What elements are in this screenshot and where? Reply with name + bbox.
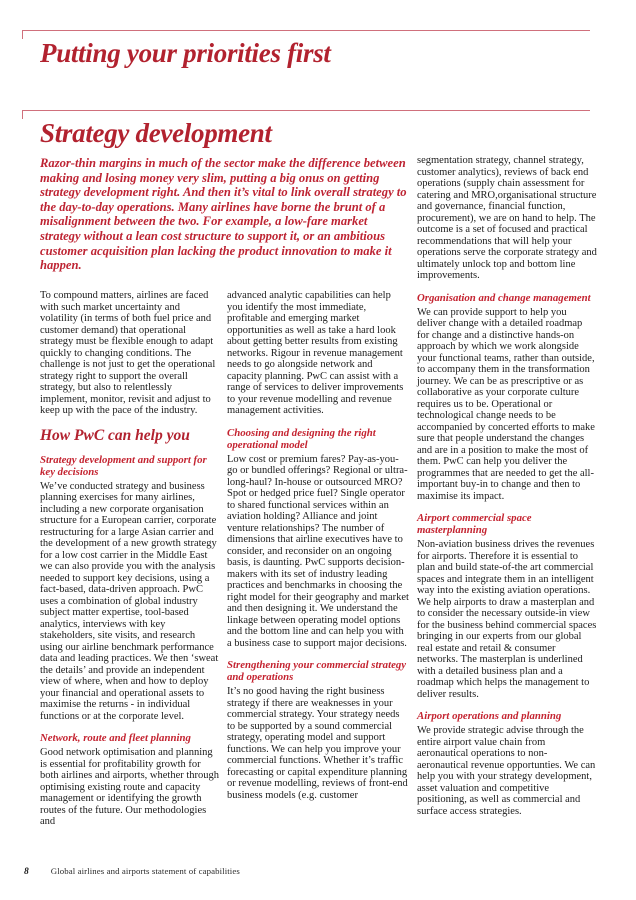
subsection-heading: Network, route and fleet planning bbox=[40, 732, 191, 744]
top-section-rule bbox=[22, 30, 590, 38]
body-paragraph: Low cost or premium fares? Pay-as-you-go or bundled offerings? Regional or ultra-long-haul? In-house or outsourced MRO? Spot or hedged price fuel? Single operator to shared functional services within an aviation holding? Alliance and joint venture relationships? The number of dimensions that airline executives have to consider, and reconsider on an ongoing basis, is daunting. PwC supports decision-makers with its set of industry leading practices and benchmarks in choosing the right model for their geography and market and then designing it. We understand the linkage between operating model options and the bottom line and can help you with a business case to support major decisions. bbox=[227, 453, 409, 649]
text-column-2 bbox=[227, 290, 409, 810]
text-column-1 bbox=[40, 290, 220, 837]
body-paragraph: Non-aviation business drives the revenues for airports. Therefore it is essential to plan and build state-of-the art commercial spaces and integrate them in an intelligent way into the existing aviation operations. We help airports to draw a masterplan and to consider the necessary outside-in view for the business behind commercial spaces bringing in our experts from our global real estate and retail & consumer networks. The masterplan is underlined with a detailed business plan and a roadmap which helps the management to deliver results. bbox=[417, 539, 597, 700]
body-paragraph: advanced analytic capabilities can help you identify the most immediate, profitable and emerging market opportunities as well as take a hard look about getting better results from existing networks. Rigour in revenue management needs to go alongside network and capacity planning. PwC can assist with a range of services to deliver improvements to your revenue modelling and revenue management activities. bbox=[227, 290, 404, 416]
body-paragraph: Good network optimisation and planning is essential for profitability growth for both airlines and airports, whether through optimising existing route and capacity management or identifying the growth routes of the future. Our methodologies and bbox=[40, 747, 220, 827]
text-column-3 bbox=[417, 155, 597, 826]
footer-text: Global airlines and airports statement of capabilities bbox=[50, 866, 240, 876]
body-paragraph: We can provide support to help you deliver change with a detailed roadmap for change and a distinctive hands-on approach by which we work alongside your functional teams, rather than outside, to accompany them in the transformation journey. We can be as prescriptive or as collaborative as your corporate culture requires us to be. Operational or technological change needs to be accompanied by concerted efforts to make sure that people understand the changes and are in a position to make the most of them. PwC can help you deliver the programmes that are needed to get the all-important buy-in to change and then to maximise its impact. bbox=[417, 306, 595, 502]
body-paragraph: To compound matters, airlines are faced with such market uncertainty and volatility (in terms of both fuel price and customer demand) that operational strategy must be flexible enough to adapt quickly to changing conditions. The challenge is not just to get the operational strategy right to support the overall strategy, but also to relentlessly implement, monitor, revisit and adjust to keep up with the pace of the industry. bbox=[40, 290, 216, 416]
subsection-heading: Organisation and change management bbox=[417, 291, 591, 304]
subsection-heading: Airport commercial space masterplanning bbox=[417, 512, 532, 536]
subsection-heading: Airport operations and planning bbox=[417, 710, 562, 722]
page-number: 8 bbox=[24, 867, 29, 877]
page-footer bbox=[24, 866, 584, 877]
body-paragraph: It’s no good having the right business strategy if there are weaknesses in your commercial strategy. Your strategy needs to be supported by a sound commercial strategy, operating model and support functions. We can help you improve your commercial functions. Whether it’s traffic forecasting or capital expenditure planning or revenue modelling, reviews of front-end business models (e.g. customer bbox=[227, 686, 408, 801]
intro-paragraph: Razor-thin margins in much of the sector make the difference between making and losing money very slim, putting a big onus on getting strategy development right. And then it’s vital to link overall strategy to the day-to-day operations. Many airlines have borne the brunt of a misalignment between the two. For example, a low-fare market strategy without a lean cost structure to support it, or an ambitious customer acquisition plan lacking the product innovation to make it happen. bbox=[40, 156, 407, 273]
subsection-heading: Strategy development and support for key decisions bbox=[40, 453, 207, 478]
body-paragraph: We provide strategic advise through the entire airport value chain from aeronautical operations to non-aeronautical revenue opportunties. We can help you with your strategy development, asset valuation and competitive positioning, as well as commercial and surface access strategies. bbox=[417, 725, 596, 817]
section-heading: How PwC can help you bbox=[40, 426, 190, 444]
body-paragraph: We’ve conducted strategy and business planning exercises for many airlines, including a new corporate organisation structure for a European carrier, corporate restructuring for a large Asian carrier and the development of a new growth strategy for a low cost carrier in the Middle East we can also provide you with the analysis needed to support key decisions, using a fact-based, data-driven approach. PwC uses a combination of global industry subject matter expertise, tool-based analytics, interviews with key stakeholders, site visits, and research using our airline benchmark performance data and leading practices. We then ‘sweat the details’ and provide an independent view of where, when and how to deploy your financial and operational assets to maximise the returns - in individual functions or at the corporate level. bbox=[40, 480, 219, 722]
section-title: Strategy development bbox=[40, 118, 272, 148]
body-paragraph: segmentation strategy, channel strategy, customer analytics), reviews of back end operations (supply chain assessment for catering and MRO,organisational structure and governance, financial function, procurement), we are on hand to help. The outcome is a set of focused and practical recommendations that will help your operations serve the corporate strategy and ultimately unlock top and bottom line improvements. bbox=[417, 155, 597, 281]
page-title: Putting your priorities first bbox=[40, 38, 331, 68]
subsection-heading: Strengthening your commercial strategy and operations bbox=[227, 659, 407, 683]
section-rule bbox=[22, 110, 590, 118]
subsection-heading: Choosing and designing the right operational model bbox=[227, 426, 376, 451]
